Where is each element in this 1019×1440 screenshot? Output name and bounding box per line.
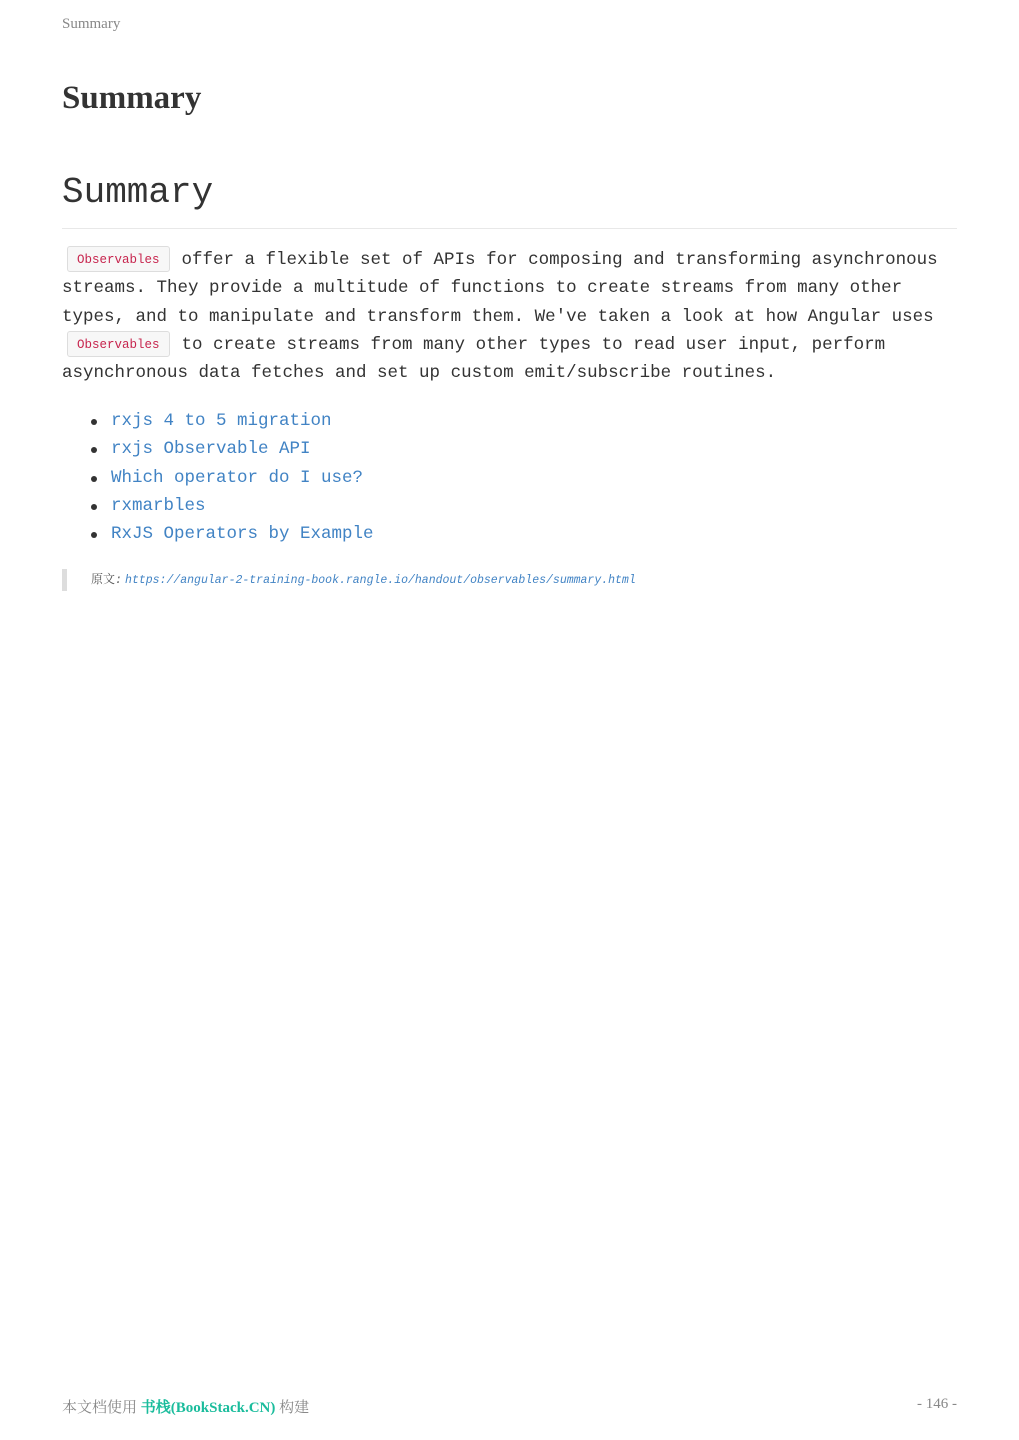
list-item [111,492,374,520]
list-item [111,435,374,463]
source-separator: : [115,574,122,587]
bullet-icon [91,504,97,510]
inline-code-observables: Observables [67,246,170,272]
page-number: - 146 - [917,1396,957,1412]
bullet-icon [91,419,97,425]
link-rxmarbles[interactable]: rxmarbles [111,495,206,516]
bullet-icon [91,447,97,453]
running-header: Summary [62,16,121,32]
list-item [111,464,374,492]
list-item [111,407,374,435]
inline-code-observables: Observables [67,331,170,357]
source-blockquote [62,569,636,591]
paragraph-text-2: to create streams from many other types to read user input, perform asynchronous data fetches and set up custom emit/subscribe routines. [62,334,886,384]
link-rxjs-observable-api[interactable]: rxjs Observable API [111,439,311,460]
link-rxjs-operators-by-example[interactable]: RxJS Operators by Example [111,524,374,545]
footer-brand-link[interactable]: 书栈(BookStack.CN) [140,1400,276,1416]
reference-link-list [62,407,374,548]
list-item [111,520,374,548]
summary-paragraph [62,246,957,387]
link-which-operator[interactable]: Which operator do I use? [111,467,364,488]
footer-prefix: 本文档使用 [62,1400,138,1416]
footer-suffix: 构建 [279,1400,310,1416]
bullet-icon [91,476,97,482]
footer-credit [62,1396,309,1417]
source-url-link[interactable]: https://angular-2-training-book.rangle.io/handout/observables/summary.html [125,574,636,587]
bullet-icon [91,532,97,538]
source-label: 原文 [91,572,116,586]
paragraph-text-1: offer a flexible set of APIs for composing and transforming asynchronous streams. They provide a multitude of functions to create streams from many other types, and to manipulate and transform them. We've taken a look at how Angular uses [62,250,938,327]
link-rxjs-migration[interactable]: rxjs 4 to 5 migration [111,411,332,431]
chapter-title: Summary [62,80,202,116]
section-title: Summary [62,172,957,229]
